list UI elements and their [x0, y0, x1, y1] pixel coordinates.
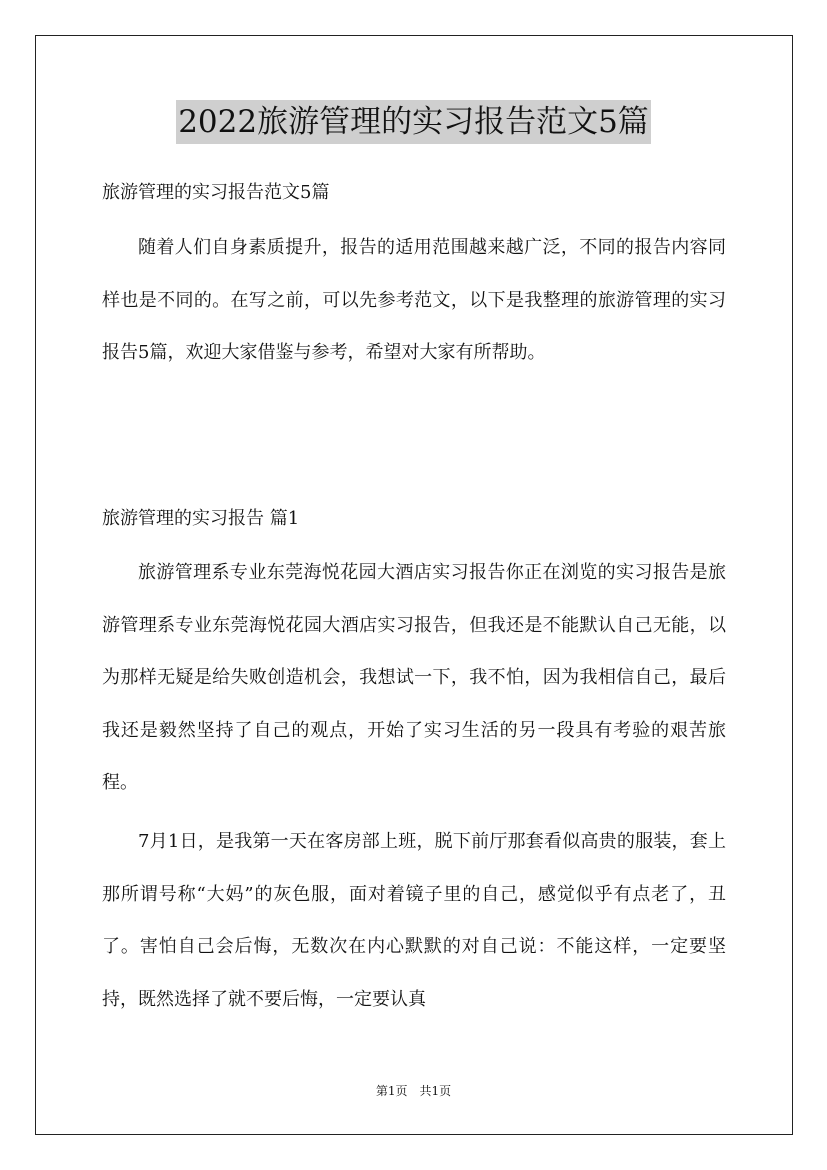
- document-title-text: 2022旅游管理的实习报告范文5篇: [176, 100, 651, 144]
- intro-paragraph: 随着人们自身素质提升，报告的适用范围越来越广泛，不同的报告内容同样也是不同的。在写之前，可以先参考范文，以下是我整理的旅游管理的实习报告5篇，欢迎大家借鉴与参考，希望对大家有所帮助。: [102, 237, 726, 364]
- body-paragraph: 旅游管理系专业东莞海悦花园大酒店实习报告你正在浏览的实习报告是旅游管理系专业东莞海悦花园大酒店实习报告，但我还是不能默认自己无能，以为那样无疑是给失败创造机会，我想试一下，我不怕，因为我相信自己，最后我还是毅然坚持了自己的观点，开始了实习生活的另一段具有考验的艰苦旅程。: [102, 562, 726, 794]
- section-heading: 旅游管理的实习报告 篇1: [102, 508, 300, 529]
- body-paragraph: 7月1日，是我第一天在客房部上班，脱下前厅那套看似高贵的服装，套上那所谓号称“大妈”的灰色服，面对着镜子里的自己，感觉似乎有点老了，丑了。害怕自己会后悔，无数次在内心默默的对自己说：不能这样，一定要坚持，既然选择了就不要后悔，一定要认真: [102, 831, 726, 1010]
- document-subtitle: 旅游管理的实习报告范文5篇: [102, 182, 330, 203]
- page-footer: 第1页 共1页: [375, 1084, 452, 1098]
- document-title: [0, 100, 827, 144]
